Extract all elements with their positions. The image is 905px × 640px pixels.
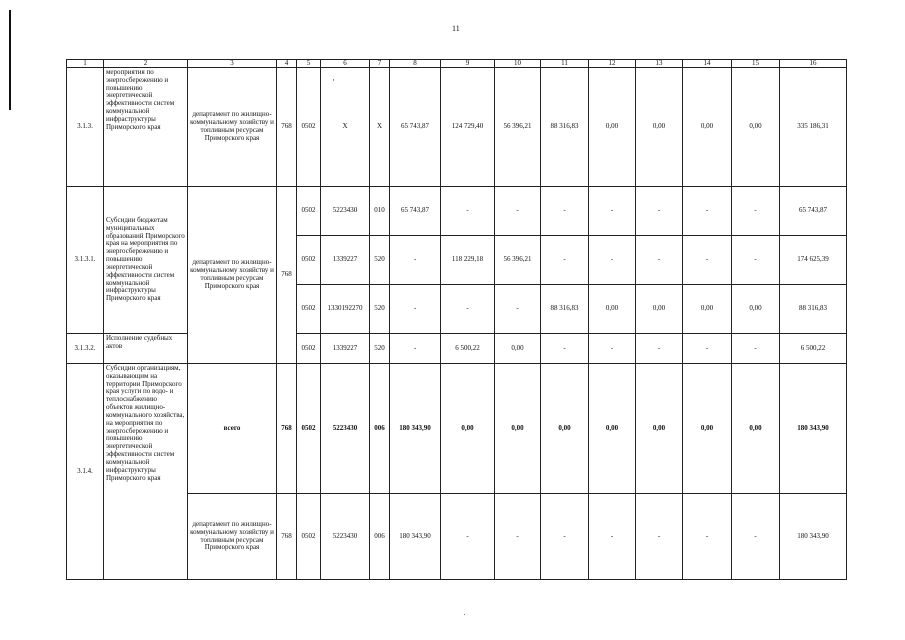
row-executor: департамент по жилищно-коммунальному хозяйству и топливным ресурсам Приморского края bbox=[188, 187, 277, 364]
col-header: 7 bbox=[370, 60, 390, 68]
cell-value: 768 bbox=[277, 68, 297, 187]
cell-value: - bbox=[589, 187, 636, 236]
cell-value: 5223430 bbox=[321, 494, 370, 580]
cell-value: 180 343,90 bbox=[780, 494, 847, 580]
cell-value: 1339227 bbox=[321, 334, 370, 364]
cell-value: - bbox=[683, 334, 732, 364]
cell-value: 124 729,40 bbox=[441, 68, 495, 187]
cell-value: 768 bbox=[277, 187, 297, 364]
cell-value: - bbox=[541, 187, 589, 236]
row-name: Субсидии бюджетам муниципальных образований Приморского края на мероприятия по энергосбережению и повышению энергетической эффективности систем коммунальной инфраструктуры Приморского края bbox=[104, 187, 188, 334]
cell-value: 0502 bbox=[297, 285, 321, 334]
budget-table bbox=[66, 59, 847, 580]
cell-value: 0,00 bbox=[495, 364, 541, 494]
cell-value: - bbox=[441, 285, 495, 334]
row-name: мероприятия по энергосбережению и повышению энергетической эффективности систем коммунальной инфраструктуры Приморского края bbox=[104, 68, 188, 187]
cell-value: 0502 bbox=[297, 187, 321, 236]
cell-value: 0,00 bbox=[589, 364, 636, 494]
cell-value: 768 bbox=[277, 494, 297, 580]
table-row bbox=[67, 187, 847, 236]
cell-value: Х bbox=[370, 68, 390, 187]
cell-value: - bbox=[636, 236, 683, 285]
cell-value: 335 186,31 bbox=[780, 68, 847, 187]
cell-value: 0,00 bbox=[589, 285, 636, 334]
cell-value: - bbox=[732, 187, 780, 236]
row-executor: всего bbox=[188, 364, 277, 494]
cell-value: - bbox=[390, 236, 441, 285]
cell-value: 180 343,90 bbox=[390, 494, 441, 580]
cell-value: 56 396,21 bbox=[495, 68, 541, 187]
cell-value: 180 343,90 bbox=[390, 364, 441, 494]
cell-value: - bbox=[589, 494, 636, 580]
left-margin-rule bbox=[9, 10, 11, 110]
col-header: 6 bbox=[321, 60, 370, 68]
cell-value: 5223430 bbox=[321, 187, 370, 236]
row-name: Исполнение судебных актов bbox=[104, 334, 188, 364]
cell-value: 0502 bbox=[297, 364, 321, 494]
row-executor: департамент по жилищно-коммунальному хозяйству и топливным ресурсам Приморского края bbox=[188, 494, 277, 580]
cell-value: - bbox=[441, 494, 495, 580]
cell-value: - bbox=[495, 494, 541, 580]
col-header: 12 bbox=[589, 60, 636, 68]
cell-value: 65 743,87 bbox=[780, 187, 847, 236]
col-header: 13 bbox=[636, 60, 683, 68]
cell-value: - bbox=[732, 236, 780, 285]
cell-value: 0,00 bbox=[589, 68, 636, 187]
cell-value: 6 500,22 bbox=[441, 334, 495, 364]
cell-value: - bbox=[495, 285, 541, 334]
cell-value: 0,00 bbox=[541, 364, 589, 494]
cell-value: 520 bbox=[370, 236, 390, 285]
cell-value: 65 743,87 bbox=[390, 68, 441, 187]
cell-value: 0,00 bbox=[732, 68, 780, 187]
table-row bbox=[67, 68, 847, 187]
cell-value: - bbox=[541, 236, 589, 285]
cell-value: 0502 bbox=[297, 68, 321, 187]
cell-value: 0,00 bbox=[683, 68, 732, 187]
cell-value: 006 bbox=[370, 364, 390, 494]
cell-value: 88 316,83 bbox=[541, 68, 589, 187]
row-name: Субсидии организациям, оказывающим на территории Приморского края услуги по водо- и теплоснабжению объектов жилищно-коммунального хозяйства, на мероприятия по энергосбережению и повышению энергетической эффективности систем коммунальной инфраструктуры Приморского края bbox=[104, 364, 188, 580]
cell-value: 0,00 bbox=[636, 68, 683, 187]
table-row-total bbox=[67, 364, 847, 494]
cell-value: 0,00 bbox=[683, 364, 732, 494]
cell-value: 118 229,18 bbox=[441, 236, 495, 285]
cell-value: - bbox=[495, 187, 541, 236]
cell-value: - bbox=[683, 187, 732, 236]
cell-value: - bbox=[683, 494, 732, 580]
col-header: 9 bbox=[441, 60, 495, 68]
cell-value: 0502 bbox=[297, 494, 321, 580]
cell-value: - bbox=[636, 494, 683, 580]
cell-value: Х bbox=[321, 68, 370, 187]
cell-value: - bbox=[390, 334, 441, 364]
table-row bbox=[67, 334, 847, 364]
col-header: 16 bbox=[780, 60, 847, 68]
cell-value: 180 343,90 bbox=[780, 364, 847, 494]
cell-value: 006 bbox=[370, 494, 390, 580]
row-code: 3.1.4. bbox=[67, 364, 104, 580]
cell-value: 174 625,39 bbox=[780, 236, 847, 285]
col-header: 5 bbox=[297, 60, 321, 68]
cell-value: 0,00 bbox=[732, 285, 780, 334]
cell-value: - bbox=[589, 334, 636, 364]
cell-value: 0,00 bbox=[732, 364, 780, 494]
cell-value: 1339227 bbox=[321, 236, 370, 285]
row-code: 3.1.3.2. bbox=[67, 334, 104, 364]
cell-value: 0502 bbox=[297, 334, 321, 364]
col-header: 14 bbox=[683, 60, 732, 68]
cell-value: - bbox=[636, 187, 683, 236]
cell-value: 0,00 bbox=[683, 285, 732, 334]
stray-mark: · bbox=[332, 75, 335, 85]
cell-value: 88 316,83 bbox=[541, 285, 589, 334]
cell-value: 0,00 bbox=[441, 364, 495, 494]
cell-value: - bbox=[390, 285, 441, 334]
cell-value: 0,00 bbox=[495, 334, 541, 364]
cell-value: - bbox=[732, 334, 780, 364]
col-header: 10 bbox=[495, 60, 541, 68]
cell-value: 5223430 bbox=[321, 364, 370, 494]
col-header: 2 bbox=[104, 60, 188, 68]
cell-value: 520 bbox=[370, 285, 390, 334]
cell-value: 88 316,83 bbox=[780, 285, 847, 334]
cell-value: - bbox=[683, 236, 732, 285]
column-number-row bbox=[67, 60, 847, 68]
col-header: 8 bbox=[390, 60, 441, 68]
cell-value: 0,00 bbox=[636, 285, 683, 334]
cell-value: 1330192270 bbox=[321, 285, 370, 334]
cell-value: 520 bbox=[370, 334, 390, 364]
cell-value: - bbox=[541, 494, 589, 580]
col-header: 15 bbox=[732, 60, 780, 68]
cell-value: - bbox=[541, 334, 589, 364]
cell-value: 6 500,22 bbox=[780, 334, 847, 364]
row-code: 3.1.3.1. bbox=[67, 187, 104, 334]
col-header: 1 bbox=[67, 60, 104, 68]
scan-speck bbox=[464, 614, 465, 615]
row-executor: департамент по жилищно-коммунальному хозяйству и топливным ресурсам Приморского края bbox=[188, 68, 277, 187]
cell-value: 65 743,87 bbox=[390, 187, 441, 236]
cell-value: - bbox=[441, 187, 495, 236]
cell-value: 010 bbox=[370, 187, 390, 236]
cell-value: 0502 bbox=[297, 236, 321, 285]
cell-value: 768 bbox=[277, 364, 297, 494]
col-header: 4 bbox=[277, 60, 297, 68]
cell-value: - bbox=[636, 334, 683, 364]
col-header: 11 bbox=[541, 60, 589, 68]
row-code: 3.1.3. bbox=[67, 68, 104, 187]
page-number: 11 bbox=[452, 24, 460, 33]
col-header: 3 bbox=[188, 60, 277, 68]
cell-value: - bbox=[732, 494, 780, 580]
cell-value: - bbox=[589, 236, 636, 285]
cell-value: 0,00 bbox=[636, 364, 683, 494]
cell-value: 56 396,21 bbox=[495, 236, 541, 285]
